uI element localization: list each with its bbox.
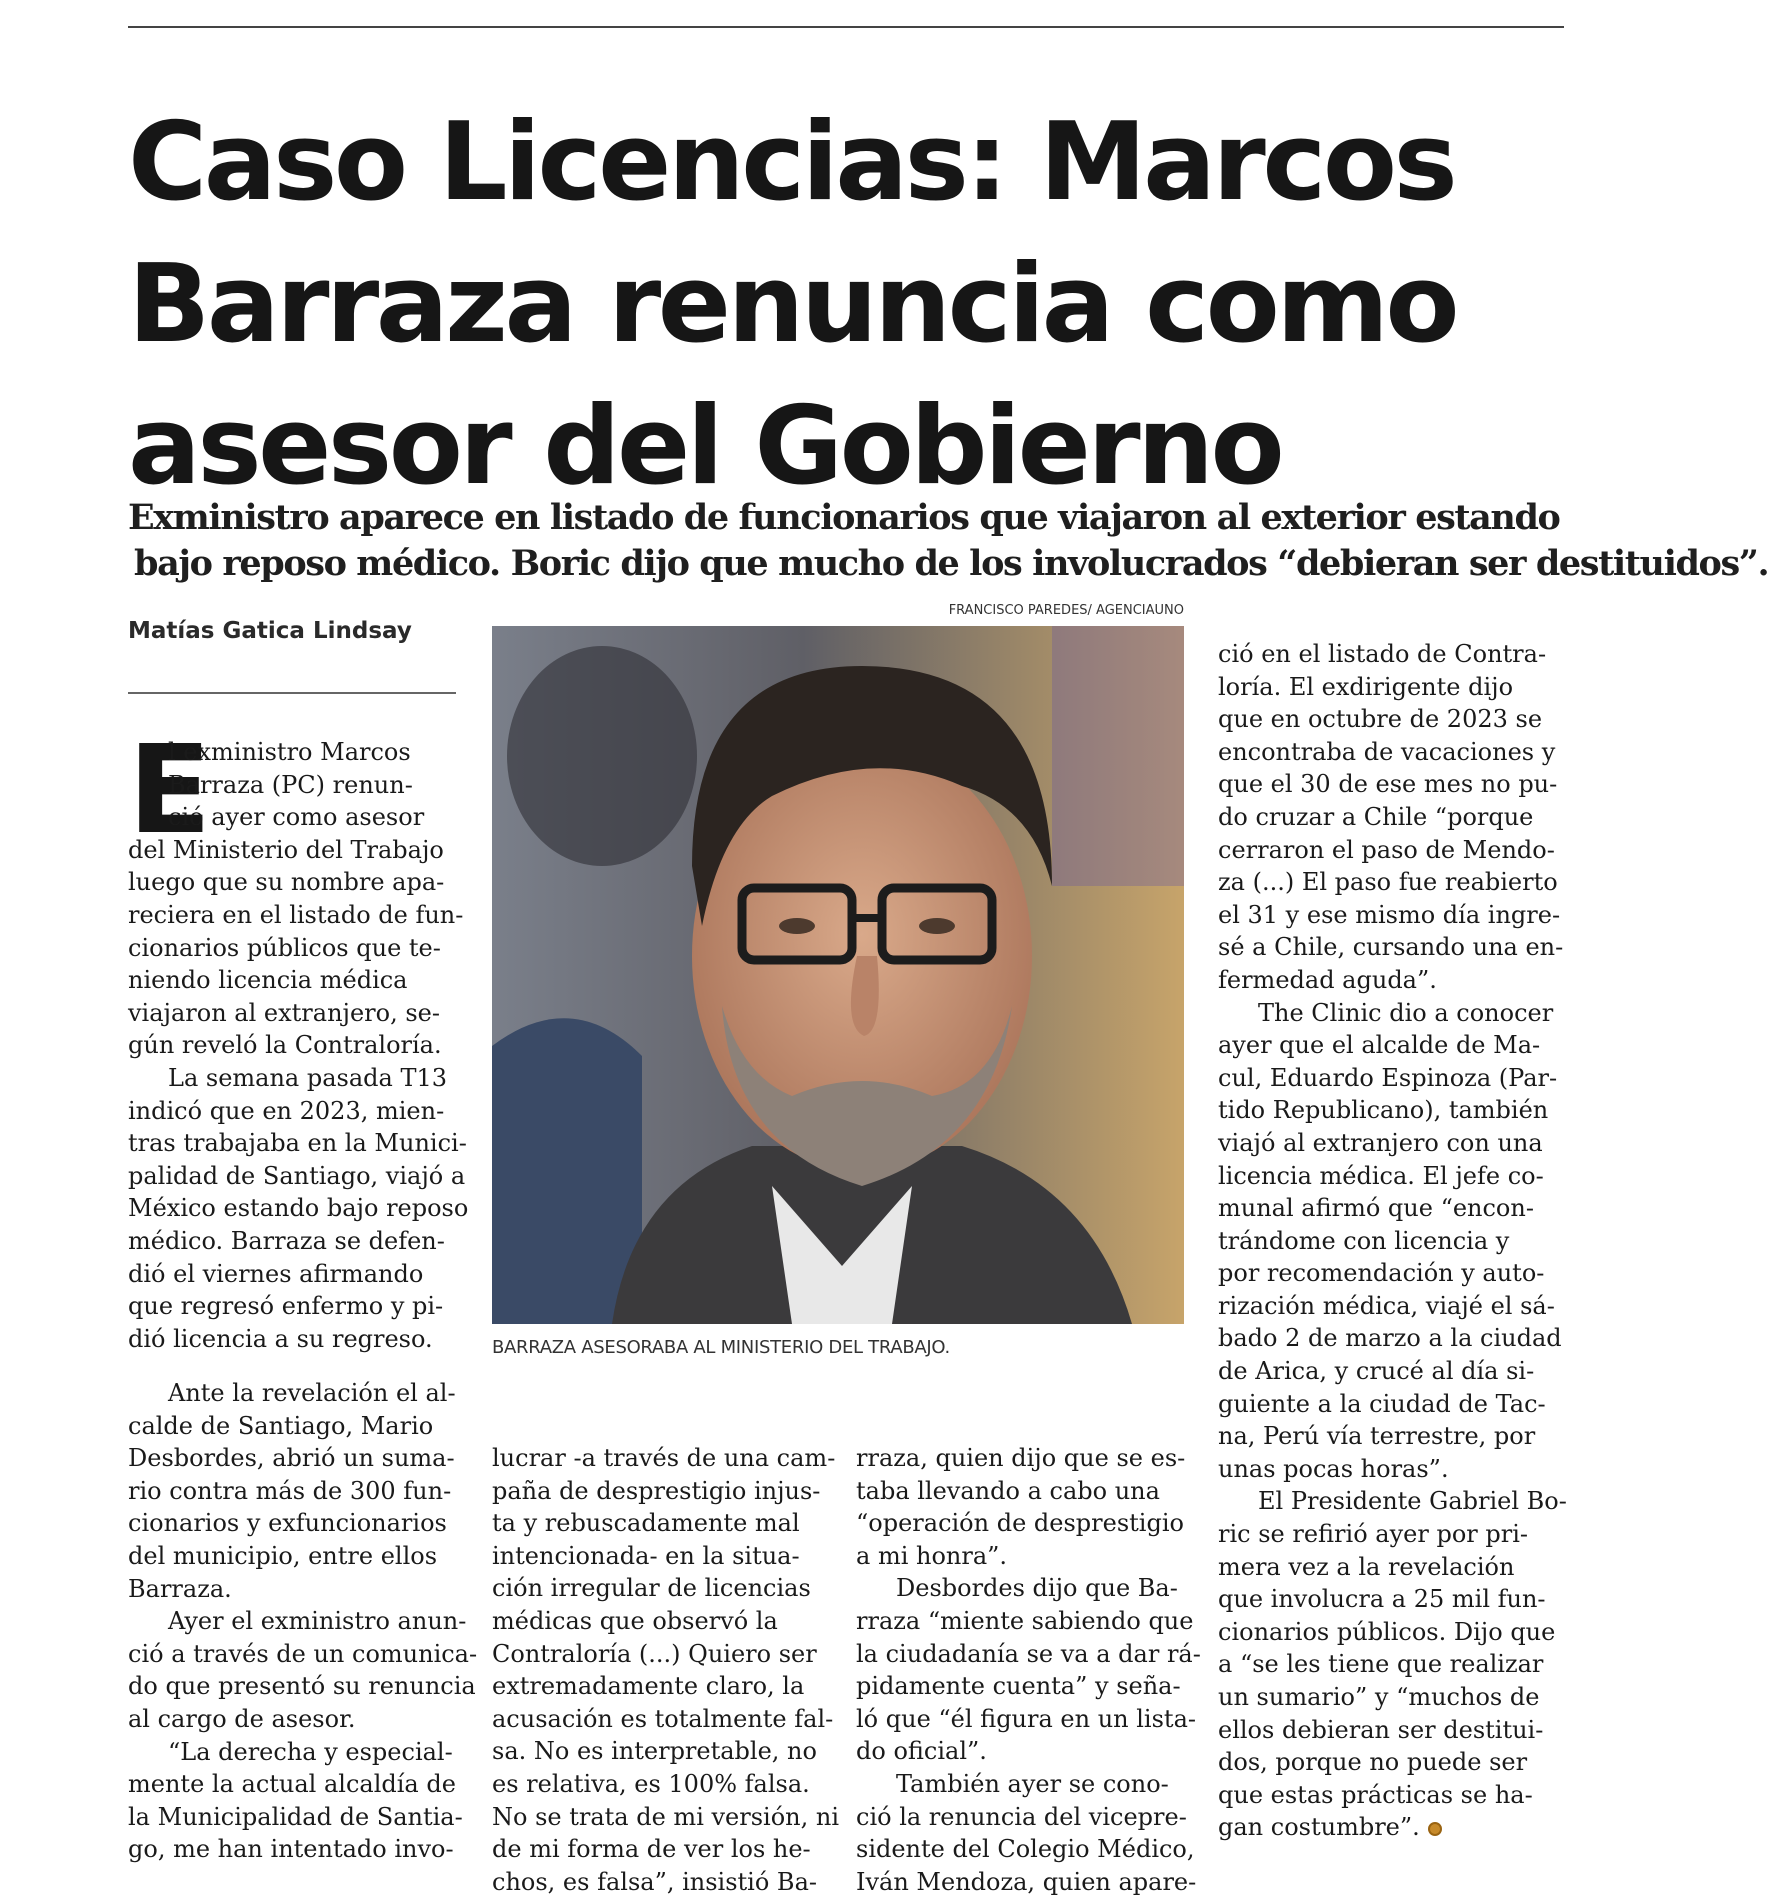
body-line: ta y rebuscadamente mal	[492, 1509, 800, 1538]
column-3	[856, 1442, 1201, 1898]
body-line: bado 2 de marzo a la ciudad	[1218, 1324, 1562, 1353]
end-mark-icon	[1428, 1822, 1442, 1836]
body-line: trándome con licencia y	[1218, 1226, 1510, 1255]
body-line: do cruzar a Chile “porque	[1218, 802, 1534, 831]
body-line: sé a Chile, cursando una en-	[1218, 933, 1564, 962]
body-line: es relativa, es 100% falsa.	[492, 1769, 810, 1798]
body-line: del municipio, entre ellos	[128, 1541, 438, 1570]
body-line: pidamente cuenta” y seña-	[856, 1672, 1181, 1701]
body-line: de Arica, y crucé al día si-	[1218, 1357, 1535, 1386]
body-line: cionarios y exfuncionarios	[128, 1509, 447, 1538]
body-line: ció en el listado de Contra-	[1218, 640, 1547, 668]
body-line: do oficial”.	[856, 1737, 987, 1766]
body-line: luego que su nombre apa-	[128, 868, 445, 897]
body-line: la Municipalidad de Santia-	[128, 1802, 463, 1831]
body-line: del Ministerio del Trabajo	[128, 835, 444, 864]
body-line: a mi honra”.	[856, 1541, 1008, 1570]
column-1-bottom	[128, 1377, 478, 1866]
body-line: extremadamente claro, la	[492, 1672, 805, 1701]
column-1-top	[128, 719, 469, 1355]
body-line: ción irregular de licencias	[492, 1574, 811, 1603]
body-line: Barraza.	[128, 1574, 232, 1603]
body-line: Desbordes dijo que Ba-	[896, 1574, 1178, 1603]
byline: Matías Gatica Lindsay	[128, 618, 412, 644]
body-line: The Clinic dio a conocer	[1258, 998, 1554, 1027]
deck-line: bajo reposo médico. Boric dijo que mucho de los involucrados “debieran ser destituidos”.	[134, 543, 1768, 584]
column-4	[1218, 638, 1567, 1844]
body-line: rización médica, viajé el sá-	[1218, 1291, 1555, 1320]
photo-caption: BARRAZA ASESORABA AL MINISTERIO DEL TRABAJO.	[492, 1337, 950, 1358]
column-2	[492, 1442, 840, 1898]
body-line: encontraba de vacaciones y	[1218, 737, 1556, 766]
body-line: México estando bajo reposo	[128, 1194, 469, 1223]
deck	[128, 495, 1768, 587]
body-line: que estas prácticas se ha-	[1218, 1780, 1533, 1809]
body-line: go, me han intentado invo-	[128, 1835, 454, 1864]
body-line: Ayer el exministro anun-	[168, 1607, 467, 1636]
body-line: ció a través de un comunica-	[128, 1639, 478, 1668]
body-line: cul, Eduardo Espinoza (Par-	[1218, 1063, 1558, 1092]
body-line: acusación es totalmente fal-	[492, 1704, 834, 1733]
body-line: ló que “él figura en un lista-	[856, 1704, 1196, 1733]
headline-line: Caso Licencias: Marcos	[128, 100, 1455, 225]
body-line: l exministro Marcos	[168, 738, 411, 766]
body-line: licencia médica. El jefe co-	[1218, 1161, 1544, 1190]
body-line: mera vez a la revelación	[1218, 1552, 1515, 1581]
body-line: palidad de Santiago, viajó a	[128, 1161, 466, 1190]
body-line: za (...) El paso fue reabierto	[1218, 868, 1558, 897]
body-line: cionarios públicos. Dijo que	[1218, 1617, 1556, 1646]
body-line: cerraron el paso de Mendo-	[1218, 835, 1555, 864]
body-line: Ante la revelación el al-	[168, 1379, 456, 1407]
body-line: viajó al extranjero con una	[1218, 1128, 1543, 1157]
body-line: que regresó enfermo y pi-	[128, 1292, 444, 1321]
body-line: intencionada- en la situa-	[492, 1541, 800, 1570]
body-line: indicó que en 2023, mien-	[128, 1096, 445, 1125]
body-line: ellos debieran ser destitui-	[1218, 1715, 1544, 1744]
body-line: También ayer se cono-	[896, 1769, 1169, 1798]
body-line: calde de Santiago, Mario	[128, 1411, 434, 1440]
body-line: taba llevando a cabo una	[856, 1476, 1160, 1505]
body-line: paña de desprestigio injus-	[492, 1476, 821, 1505]
body-line: médico. Barraza se defen-	[128, 1226, 445, 1255]
body-line: reciera en el listado de fun-	[128, 900, 464, 929]
body-line: ayer que el alcalde de Ma-	[1218, 1031, 1541, 1060]
body-line: que en octubre de 2023 se	[1218, 705, 1543, 734]
body-line: fermedad aguda”.	[1218, 965, 1437, 994]
body-line: viajaron al extranjero, se-	[128, 998, 440, 1027]
headline-line: asesor del Gobierno	[128, 384, 1282, 509]
body-line: lucrar -a través de una cam-	[492, 1444, 836, 1472]
body-line: rraza “miente sabiendo que	[856, 1606, 1194, 1635]
body-line: el 31 y ese mismo día ingre-	[1218, 900, 1561, 929]
body-line: La semana pasada T13	[168, 1063, 447, 1092]
body-line: al cargo de asesor.	[128, 1704, 356, 1733]
body-line: dió licencia a su regreso.	[128, 1324, 433, 1353]
headline	[128, 92, 1558, 518]
body-line-last	[1218, 1811, 1560, 1844]
body-line: El Presidente Gabriel Bo-	[1258, 1487, 1567, 1516]
body-line: guiente a la ciudad de Tac-	[1218, 1389, 1546, 1418]
body-line: “operación de desprestigio	[856, 1509, 1184, 1538]
body-line: No se trata de mi versión, ni	[492, 1802, 840, 1831]
body-line: Barraza (PC) renun-	[168, 770, 413, 799]
body-line: que el 30 de ese mes no pu-	[1218, 770, 1558, 799]
body-line: tido Republicano), también	[1218, 1096, 1549, 1125]
body-line: ció ayer como asesor	[168, 803, 425, 832]
body-line: “La derecha y especial-	[168, 1737, 453, 1766]
article-photo	[492, 626, 1184, 1324]
body-line: do que presentó su renuncia	[128, 1672, 476, 1701]
body-line: na, Perú vía terrestre, por	[1218, 1422, 1536, 1451]
byline-rule	[128, 692, 456, 694]
body-line: sa. No es interpretable, no	[492, 1737, 817, 1766]
body-line: sidente del Colegio Médico,	[856, 1835, 1195, 1864]
body-line: gún reveló la Contraloría.	[128, 1031, 442, 1060]
body-line: mente la actual alcaldía de	[128, 1770, 456, 1799]
body-line: por recomendación y auto-	[1218, 1259, 1545, 1288]
drop-cap: E	[128, 719, 212, 861]
body-line: chos, es falsa”, insistió Ba-	[492, 1867, 817, 1896]
body-line: que involucra a 25 mil fun-	[1218, 1585, 1546, 1614]
photo-credit: FRANCISCO PAREDES/ AGENCIAUNO	[948, 603, 1184, 618]
body-line: de mi forma de ver los he-	[492, 1835, 811, 1864]
deck-line: Exministro aparece en listado de funcionarios que viajaron al exterior estando	[128, 497, 1560, 538]
headline-line: Barraza renuncia como	[128, 242, 1457, 367]
body-line: Desbordes, abrió un suma-	[128, 1444, 455, 1473]
body-line-text: gan costumbre”.	[1218, 1813, 1420, 1842]
body-line: niendo licencia médica	[128, 966, 408, 995]
body-line: ció la renuncia del vicepre-	[856, 1802, 1187, 1831]
body-line: la ciudadanía se va a dar rá-	[856, 1639, 1201, 1668]
body-line: Contraloría (...) Quiero ser	[492, 1639, 817, 1668]
body-line: munal afirmó que “encon-	[1218, 1194, 1534, 1223]
body-line: ric se refirió ayer por pri-	[1218, 1520, 1528, 1549]
body-line: a “se les tiene que realizar	[1218, 1650, 1544, 1679]
top-rule	[128, 26, 1564, 28]
body-line: cionarios públicos que te-	[128, 933, 441, 962]
body-line: tras trabajaba en la Munici-	[128, 1129, 467, 1158]
body-line: rraza, quien dijo que se es-	[856, 1444, 1186, 1472]
body-line: Iván Mendoza, quien apare-	[856, 1867, 1197, 1896]
body-line: médicas que observó la	[492, 1606, 778, 1635]
body-line: rio contra más de 300 fun-	[128, 1476, 452, 1505]
body-line: loría. El exdirigente dijo	[1218, 672, 1514, 701]
body-line: unas pocas horas”.	[1218, 1454, 1449, 1483]
body-line: dos, porque no puede ser	[1218, 1748, 1528, 1777]
body-line: un sumario” y “muchos de	[1218, 1683, 1540, 1711]
body-line: dió el viernes afirmando	[128, 1259, 424, 1288]
